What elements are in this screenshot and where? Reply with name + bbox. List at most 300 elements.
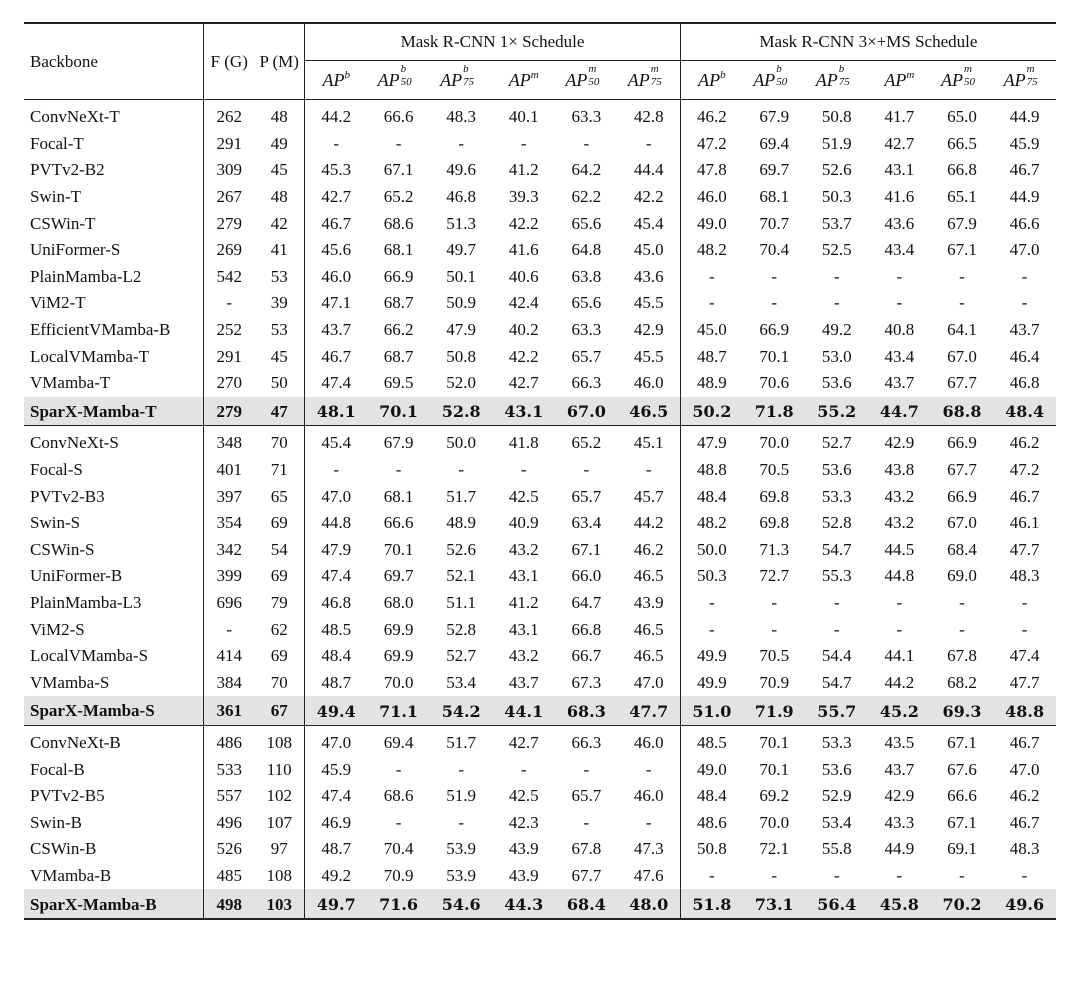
metric-cell: -: [458, 812, 464, 832]
metric-cell: -: [583, 812, 590, 832]
metric-cell: 40.9: [508, 513, 539, 533]
metric-cell: 46.7: [1009, 486, 1040, 506]
metric-cell: 51.0: [680, 696, 743, 725]
table-row: [24, 809, 1056, 836]
metric-cell: 65.2: [383, 187, 414, 207]
metric-cell: 68.7: [383, 293, 414, 313]
metric-cell: 45.8: [868, 889, 931, 919]
flops-header: F (G): [204, 23, 254, 100]
metric-cell: -: [896, 592, 903, 612]
table-row: [24, 510, 1056, 537]
params-cell: 65: [270, 486, 288, 506]
table-row: [24, 317, 1056, 344]
metric-cell: 69.0: [947, 566, 977, 586]
metric-cell: 68.0: [383, 592, 414, 612]
metric-cell: -: [833, 266, 840, 286]
metric-cell: 68.4: [555, 889, 618, 919]
metric-cell: 43.1: [492, 397, 555, 426]
metric-cell: 54.6: [430, 889, 493, 919]
metric-cell: -: [771, 865, 778, 885]
metric-cell: 46.6: [1009, 213, 1040, 233]
metric-cell: 71.6: [367, 889, 430, 919]
metric-cell: 69.4: [759, 133, 790, 153]
params-cell: 53: [270, 320, 288, 340]
metric-cell: 67.7: [947, 460, 977, 480]
metric-cell: 64.1: [947, 320, 977, 340]
metric-header: AP m 75: [618, 61, 681, 100]
metric-cell: 44.7: [868, 397, 931, 426]
metric-cell: 48.4: [993, 397, 1056, 426]
metric-cell: 67.1: [571, 539, 602, 559]
table-row: [24, 483, 1056, 510]
metric-cell: 70.4: [759, 240, 790, 260]
flops-cell: -: [204, 290, 254, 317]
metric-cell: 55.8: [821, 839, 852, 859]
metric-cell: 45.9: [305, 756, 368, 783]
metric-cell: 43.9: [508, 865, 539, 885]
params-header: P (M): [254, 23, 304, 100]
metric-cell: 43.2: [884, 513, 915, 533]
flops-cell: 496: [204, 809, 254, 836]
metric-cell: -: [458, 460, 464, 480]
metric-cell: 43.7: [1009, 320, 1040, 340]
table-row: [24, 184, 1056, 211]
metric-cell: 48.5: [680, 725, 743, 756]
metric-cell: -: [583, 759, 590, 779]
backbone-name: PlainMamba-L2: [30, 266, 142, 286]
metric-cell: 53.9: [446, 839, 477, 859]
backbone-name: Swin-S: [30, 513, 81, 533]
metric-cell: 48.2: [680, 237, 743, 264]
metric-cell: 53.3: [805, 725, 868, 756]
metric-cell: 53.3: [821, 486, 852, 506]
metric-header: $AP^m$: [492, 61, 555, 100]
metric-header: AP b 50: [367, 61, 430, 100]
metric-cell: 45.0: [633, 240, 664, 260]
metric-cell: 66.2: [383, 320, 414, 340]
backbone-name: PlainMamba-L3: [30, 592, 142, 612]
table-row: [24, 426, 1056, 457]
metric-cell: 68.8: [931, 397, 994, 426]
metric-cell: 48.5: [305, 616, 368, 643]
metric-cell: 47.9: [305, 537, 368, 564]
metric-cell: 69.4: [367, 725, 430, 756]
metric-cell: -: [645, 133, 652, 153]
backbone-name: ConvNeXt-B: [24, 725, 204, 756]
metric-cell: -: [458, 759, 464, 779]
metric-cell: -: [1021, 619, 1028, 639]
params-cell: 69: [270, 513, 288, 533]
metric-cell: 51.3: [446, 213, 477, 233]
backbone-name: PVTv2-B2: [30, 160, 105, 180]
metric-cell: 49.7: [305, 889, 368, 919]
metric-cell: 65.7: [571, 786, 602, 806]
metric-cell: 43.7: [884, 373, 915, 393]
metric-cell: -: [959, 293, 965, 313]
metric-cell: 45.6: [305, 237, 368, 264]
metric-cell: -: [896, 619, 903, 639]
metric-cell: 52.6: [821, 160, 852, 180]
metric-cell: 69.7: [759, 160, 790, 180]
metric-cell: 65.1: [947, 187, 977, 207]
backbone-name: CSWin-B: [30, 839, 97, 859]
params-cell: 39: [270, 293, 288, 313]
table-header: [24, 23, 1056, 100]
metric-cell: 70.4: [383, 839, 414, 859]
metric-cell: 47.7: [1009, 672, 1040, 692]
metric-cell: 45.4: [633, 213, 664, 233]
metric-cell: 48.3: [1009, 566, 1040, 586]
metric-cell: -: [395, 812, 402, 832]
metric-cell: 50.0: [680, 537, 743, 564]
backbone-name: ViM2-T: [30, 293, 86, 313]
metric-cell: 47.9: [446, 320, 477, 340]
metric-header: AP b 50: [743, 61, 806, 100]
metric-cell: 40.2: [508, 320, 539, 340]
metric-cell: 69.2: [759, 786, 790, 806]
backbone-name: Focal-B: [30, 759, 85, 779]
metric-cell: 46.8: [446, 187, 477, 207]
metric-cell: 53.6: [821, 759, 852, 779]
highlight-row: [24, 889, 1056, 919]
table-row: [24, 131, 1056, 158]
metric-cell: 70.6: [759, 373, 790, 393]
metric-cell: 43.3: [884, 812, 915, 832]
flops-cell: 384: [204, 669, 254, 696]
metric-cell: 49.2: [821, 320, 852, 340]
metric-cell: 53.6: [821, 373, 852, 393]
params-cell: 110: [266, 759, 292, 779]
metric-cell: 47.0: [1009, 759, 1040, 779]
table-row: [24, 290, 1056, 317]
metric-cell: 65.7: [571, 346, 602, 366]
metric-cell: 49.9: [680, 669, 743, 696]
metric-cell: 43.1: [508, 619, 539, 639]
metric-cell: 48.6: [680, 809, 743, 836]
flops-cell: 414: [204, 643, 254, 670]
metric-cell: -: [395, 133, 402, 153]
backbone-name: UniFormer-S: [30, 240, 121, 260]
flops-cell: 252: [204, 317, 254, 344]
schedule-1x-header: Mask R-CNN 1× Schedule: [305, 23, 681, 61]
metric-cell: 69.1: [947, 839, 977, 859]
metric-cell: 40.8: [884, 320, 915, 340]
metric-cell: 46.7: [993, 725, 1056, 756]
metric-cell: 70.1: [743, 725, 806, 756]
metric-cell: 42.2: [633, 187, 664, 207]
flops-cell: 397: [204, 483, 254, 510]
metric-cell: 68.3: [555, 696, 618, 725]
metric-cell: 41.2: [508, 160, 539, 180]
metric-cell: 43.7: [508, 672, 539, 692]
metric-cell: 42.9: [868, 426, 931, 457]
metric-cell: 70.9: [759, 672, 790, 692]
metric-cell: 42.9: [884, 786, 915, 806]
metric-cell: 49.2: [305, 863, 368, 890]
flops-cell: 267: [204, 184, 254, 211]
metric-cell: 42.8: [633, 107, 664, 127]
metric-cell: 46.0: [680, 184, 743, 211]
metric-cell: 48.7: [305, 836, 368, 863]
metric-cell: 50.1: [446, 266, 477, 286]
metric-cell: 53.6: [821, 460, 852, 480]
params-cell: 53: [270, 266, 288, 286]
table-row: [24, 725, 1056, 756]
metric-cell: -: [305, 131, 368, 158]
metric-cell: 70.0: [759, 812, 790, 832]
metric-cell: 47.8: [680, 157, 743, 184]
backbone-name: VMamba-B: [30, 865, 112, 885]
metric-cell: 49.6: [993, 889, 1056, 919]
metric-cell: 47.1: [305, 290, 368, 317]
metric-cell: 55.2: [805, 397, 868, 426]
metric-cell: -: [583, 460, 590, 480]
metric-header: AP m 50: [555, 61, 618, 100]
backbone-name: CSWin-T: [30, 213, 96, 233]
metric-cell: 48.3: [446, 107, 477, 127]
metric-cell: 48.9: [680, 370, 743, 397]
metric-cell: 67.1: [931, 725, 994, 756]
metric-cell: -: [959, 266, 965, 286]
backbone-name: Swin-B: [30, 812, 82, 832]
metric-cell: -: [1021, 592, 1028, 612]
metric-cell: -: [833, 619, 840, 639]
metric-cell: 44.8: [305, 510, 368, 537]
metric-cell: 67.1: [947, 812, 977, 832]
metric-cell: 54.7: [821, 672, 852, 692]
table-row: [24, 863, 1056, 890]
metric-cell: 67.9: [947, 213, 977, 233]
table-row: [24, 100, 1056, 131]
metric-cell: 67.7: [571, 865, 602, 885]
metric-cell: 48.4: [680, 783, 743, 810]
metric-cell: 66.0: [571, 566, 602, 586]
metric-cell: 45.9: [1009, 133, 1040, 153]
metric-cell: 46.0: [633, 786, 664, 806]
metric-header: AP m 75: [993, 61, 1056, 100]
params-cell: 49: [270, 133, 288, 153]
metric-cell: 48.1: [305, 397, 368, 426]
metric-cell: 52.7: [805, 426, 868, 457]
metric-cell: 66.7: [571, 646, 602, 666]
metric-cell: 42.4: [508, 293, 539, 313]
params-cell: 69: [270, 646, 288, 666]
metric-cell: 48.9: [446, 513, 477, 533]
metric-cell: 64.2: [571, 160, 602, 180]
metric-cell: 66.9: [931, 426, 994, 457]
metric-cell: -: [520, 759, 527, 779]
table-row: [24, 756, 1056, 783]
metric-cell: 70.0: [743, 426, 806, 457]
metric-cell: 72.7: [759, 566, 790, 586]
params-cell: 102: [266, 786, 292, 806]
params-cell: 107: [266, 812, 292, 832]
metric-cell: 44.1: [492, 696, 555, 725]
metric-cell: 46.7: [1009, 812, 1040, 832]
metric-cell: 67.0: [947, 346, 977, 366]
metric-cell: 46.8: [1009, 373, 1040, 393]
metric-cell: 66.3: [555, 725, 618, 756]
metric-cell: 48.8: [993, 696, 1056, 725]
metric-cell: 44.2: [633, 513, 664, 533]
metric-cell: 41.6: [508, 240, 539, 260]
metric-cell: 66.9: [383, 266, 414, 286]
metric-cell: 44.9: [884, 839, 915, 859]
backbone-name: ViM2-S: [30, 619, 85, 639]
metric-cell: 66.8: [947, 160, 977, 180]
metric-cell: 66.6: [383, 107, 414, 127]
metric-header: AP b 75: [430, 61, 493, 100]
metric-cell: 68.4: [947, 539, 977, 559]
flops-cell: -: [204, 616, 254, 643]
metric-cell: 69.3: [931, 696, 994, 725]
metric-cell: 47.4: [305, 783, 368, 810]
metric-cell: 63.3: [571, 320, 602, 340]
metric-cell: 66.6: [383, 513, 414, 533]
metric-cell: 70.1: [759, 346, 790, 366]
metric-cell: 65.2: [555, 426, 618, 457]
metric-cell: 46.7: [305, 343, 368, 370]
metric-cell: 63.3: [571, 107, 602, 127]
flops-cell: 533: [204, 756, 254, 783]
metric-cell: 42.7: [884, 133, 915, 153]
params-cell: 54: [270, 539, 288, 559]
metric-cell: 53.4: [821, 812, 852, 832]
metric-cell: 42.5: [508, 486, 539, 506]
metric-cell: 43.8: [884, 460, 915, 480]
metric-cell: 49.0: [680, 210, 743, 237]
metric-cell: -: [771, 619, 778, 639]
metric-cell: -: [1021, 293, 1028, 313]
metric-cell: 68.7: [383, 346, 414, 366]
metric-cell: 70.1: [759, 759, 790, 779]
results-table: [24, 22, 1056, 920]
metric-cell: 52.6: [446, 539, 477, 559]
metric-cell: 47.9: [680, 426, 743, 457]
metric-cell: 46.7: [1009, 160, 1040, 180]
metric-cell: 51.8: [680, 889, 743, 919]
params-cell: 108: [254, 725, 304, 756]
metric-cell: 52.5: [821, 240, 852, 260]
metric-cell: 70.9: [383, 865, 414, 885]
metric-cell: 43.7: [305, 317, 368, 344]
metric-cell: 49.0: [680, 756, 743, 783]
metric-cell: 45.2: [868, 696, 931, 725]
flops-cell: 262: [204, 100, 254, 131]
metric-cell: 47.4: [305, 563, 368, 590]
metric-cell: 46.2: [680, 100, 743, 131]
flops-cell: 279: [204, 210, 254, 237]
params-cell: 103: [254, 889, 304, 919]
metric-cell: 69.9: [383, 646, 414, 666]
metric-header: $AP^b$: [680, 61, 743, 100]
table-row: [24, 457, 1056, 484]
metric-cell: 50.0: [430, 426, 493, 457]
params-cell: 41: [270, 240, 288, 260]
metric-cell: 70.7: [759, 213, 790, 233]
table-row: [24, 669, 1056, 696]
metric-cell: 42.2: [508, 213, 539, 233]
metric-cell: 51.7: [446, 486, 477, 506]
metric-cell: 52.9: [821, 786, 852, 806]
backbone-name: Focal-T: [30, 133, 84, 153]
metric-cell: -: [680, 590, 743, 617]
table-body: [24, 100, 1056, 919]
metric-cell: 53.7: [821, 213, 852, 233]
table-row: [24, 264, 1056, 291]
metric-cell: 44.9: [1009, 187, 1040, 207]
metric-cell: 54.4: [821, 646, 852, 666]
metric-cell: 67.8: [947, 646, 977, 666]
metric-cell: 43.4: [884, 240, 915, 260]
backbone-name: VMamba-S: [30, 672, 110, 692]
metric-cell: 50.9: [446, 293, 477, 313]
metric-cell: 71.9: [743, 696, 806, 725]
metric-cell: 43.4: [884, 346, 915, 366]
metric-cell: -: [458, 133, 464, 153]
metric-cell: 43.9: [508, 839, 539, 859]
metric-cell: 40.6: [508, 266, 539, 286]
metric-cell: 46.7: [305, 210, 368, 237]
metric-cell: 67.1: [383, 160, 414, 180]
backbone-name: SparX-Mamba-S: [24, 696, 204, 725]
table-row: [24, 643, 1056, 670]
metric-cell: -: [771, 266, 778, 286]
metric-cell: 46.0: [618, 725, 681, 756]
flops-cell: 399: [204, 563, 254, 590]
metric-header: AP b 75: [805, 61, 868, 100]
metric-cell: 69.5: [383, 373, 414, 393]
metric-cell: 47.0: [305, 725, 368, 756]
metric-cell: 45.7: [633, 486, 664, 506]
metric-cell: 70.1: [383, 539, 414, 559]
metric-cell: 48.8: [680, 457, 743, 484]
metric-cell: 53.9: [446, 865, 477, 885]
metric-cell: 72.1: [759, 839, 790, 859]
params-cell: 71: [270, 460, 288, 480]
metric-cell: -: [959, 592, 965, 612]
flops-cell: 279: [204, 397, 254, 426]
flops-cell: 354: [204, 510, 254, 537]
metric-cell: 63.8: [571, 266, 602, 286]
metric-cell: 65.0: [947, 107, 977, 127]
metric-cell: 46.9: [305, 809, 368, 836]
metric-cell: -: [833, 293, 840, 313]
metric-cell: 43.7: [884, 759, 915, 779]
flops-cell: 498: [204, 889, 254, 919]
backbone-name: PVTv2-B5: [30, 786, 105, 806]
metric-cell: 43.1: [884, 160, 915, 180]
metric-cell: 43.2: [508, 646, 539, 666]
flops-cell: 401: [204, 457, 254, 484]
metric-header: $AP^b$: [305, 61, 368, 100]
metric-cell: 66.9: [759, 320, 790, 340]
backbone-name: LocalVMamba-S: [30, 646, 149, 666]
metric-cell: -: [833, 865, 840, 885]
metric-cell: 42.7: [508, 373, 539, 393]
table-row: [24, 370, 1056, 397]
metric-cell: 51.1: [446, 592, 477, 612]
backbone-name: ConvNeXt-S: [24, 426, 204, 457]
metric-cell: 47.2: [680, 131, 743, 158]
metric-cell: 47.4: [1009, 646, 1040, 666]
metric-cell: -: [959, 865, 965, 885]
metric-cell: 45.1: [618, 426, 681, 457]
metric-cell: 51.7: [430, 725, 493, 756]
metric-cell: 49.4: [305, 696, 368, 725]
flops-cell: 269: [204, 237, 254, 264]
metric-cell: -: [680, 616, 743, 643]
